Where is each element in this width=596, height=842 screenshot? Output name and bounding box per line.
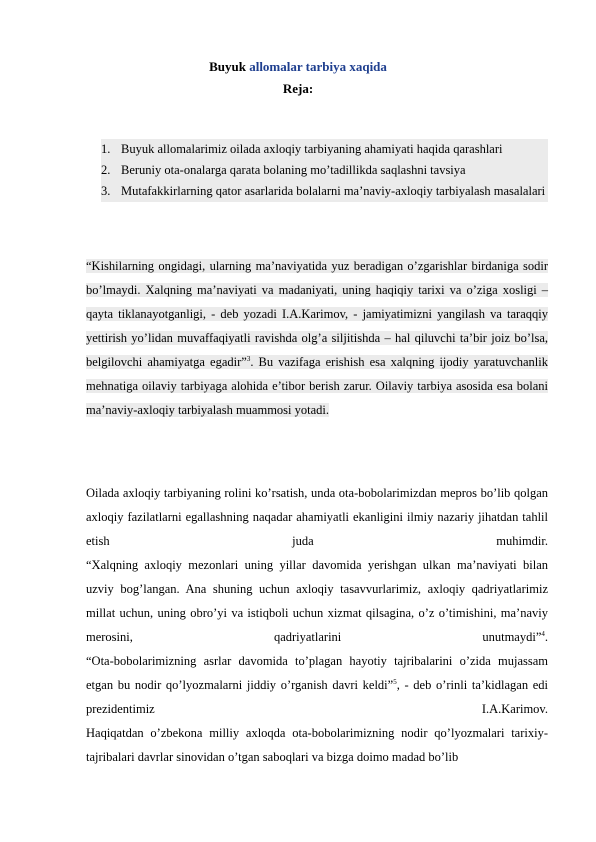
footnote-marker: 3 bbox=[246, 354, 251, 363]
quote-1: “Xalqning axloqiy mezonlari uning yillar davomida yerishgan ulkan ma’naviyati bilan uzviy bog’langan. Ana shuning uchun axloqiy tasavvurlarimiz, axloqiy qadriyatlarimiz millat uchun, uning obro’yi va istiqboli uchun xizmat qilsagina, o’z o’timishini, ma’naviy merosini, qadriyatlarini unutmaydi” bbox=[86, 558, 548, 644]
plan-item bbox=[101, 160, 548, 181]
document-title bbox=[0, 59, 596, 75]
plan-item-number: 2. bbox=[101, 163, 111, 177]
plan-item bbox=[101, 181, 548, 202]
plan-item-number: 3. bbox=[101, 184, 111, 198]
paragraph-2-sentence-3 bbox=[86, 649, 548, 721]
paragraph-2-sentence-4: Haqiqatdan o’zbekona milliy axloqda ota-bobolarimizning nodir qo’lyozmalari tarixiy-tajribalari davrlar sinovidan o’tgan saboqlari va bizga doimo madad bo’lib bbox=[86, 726, 548, 764]
title-highlight: allomalar tarbiya xaqida bbox=[249, 59, 387, 74]
quote-1-end: . bbox=[544, 630, 548, 644]
plan-item bbox=[101, 139, 548, 160]
quote-2: “Ota-bobolarimizning asrlar davomida to’plagan hayotiy tajribalarini o’zida mujassam etgan bu nodir qo’lyozmalarni jiddiy o’rganish davri keldi” bbox=[86, 654, 548, 692]
plan-item-text: Mutafakkirlarning qator asarlarida bolalarni ma’naviy-axloqiy tarbiyalash masalalari bbox=[121, 184, 546, 198]
quote-2-attribution: , - deb o’rinli ta’kidlagan edi prezidentimiz I.A.Karimov. bbox=[86, 678, 548, 716]
title-prefix: Buyuk bbox=[209, 59, 250, 74]
paragraph-1-part-a: “Kishilarning ongidagi, ularning ma’naviyatida yuz beradigan o’zgarishlar birdaniga sodir bo’lmaydi. Xalqning ma’naviyati va madaniyati, uning haqiqiy tarixi va o’ziga xosligi – qayta tiklanayotganligi, - deb yozadi I.A.Karimov, - jamiyatimizni yangilash va taraqqiy yettirish yo’lidan muvaffaqiyatli ravishda olg’a siljitishda – hal qiluvchi ta’bir joiz bo’lsa, belgilovchi ahamiyatga egadir” bbox=[86, 259, 548, 369]
paragraph-2 bbox=[86, 481, 548, 769]
footnote-marker: 5 bbox=[393, 677, 397, 686]
plan-item-text: Beruniy ota-onalarga qarata bolaning mo’tadillikda saqlashni tavsiya bbox=[121, 163, 466, 177]
paragraph-1 bbox=[86, 254, 548, 422]
plan-item-text: Buyuk allomalarimiz oilada axloqiy tarbiyaning ahamiyati haqida qarashlari bbox=[121, 142, 503, 156]
paragraph-1-part-b: . Bu vazifaga erishish esa xalqning ijodiy yaratuvchanlik mehnatiga oilaviy tarbiyaga alohida e’tibor berish zarur. Oilaviy tarbiya asosida esa bolani ma’naviy-axloqiy tarbiyalash muammosi yotadi. bbox=[86, 355, 548, 417]
plan-label: Reja: bbox=[282, 81, 314, 96]
plan-list bbox=[101, 139, 548, 202]
paragraph-2-sentence-2 bbox=[86, 553, 548, 649]
paragraph-2-sentence-1: Oilada axloqiy tarbiyaning rolini ko’rsatish, unda ota-bobolarimizdan mepros bo’lib qolgan axloqiy fazilatlarni egallashning naqadar ahamiyatli ekanligini ilmiy nazariy jihatdan tahlil etish juda muhimdir. bbox=[86, 486, 548, 548]
paragraph-1-text bbox=[86, 259, 548, 417]
plan-item-number: 1. bbox=[101, 142, 111, 156]
footnote-marker: 4 bbox=[541, 629, 545, 638]
